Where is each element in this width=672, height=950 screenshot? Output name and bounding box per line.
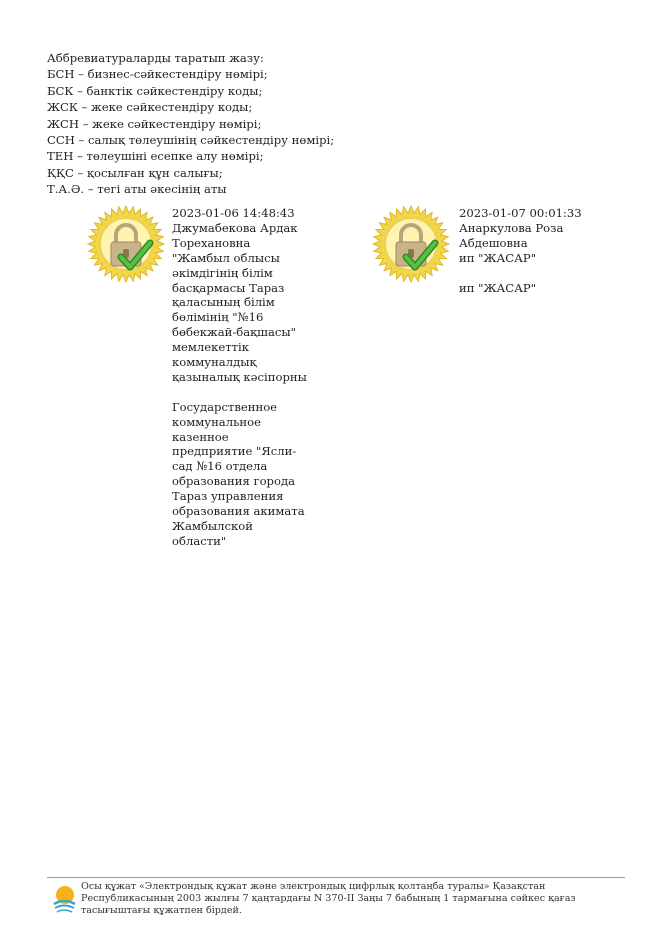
egov-logo-icon xyxy=(51,884,77,914)
organization-ru-line: области" xyxy=(172,533,227,548)
signature-seal-icon xyxy=(372,205,450,283)
footer-divider xyxy=(47,877,625,878)
organization-ru-line: Тараз управления xyxy=(172,489,284,504)
signer-name-line: Абдешовна xyxy=(459,235,528,250)
signature-block-1 xyxy=(172,206,307,549)
abbreviation-line: ЖСК – жеке сәйкестендіру коды; xyxy=(47,100,253,115)
abbreviations-heading: Аббревиатураларды таратып жазу: xyxy=(47,51,264,65)
organization-ru-line: ип "ЖАСАР" xyxy=(459,280,537,295)
signature-datetime: 2023-01-07 00:01:33 xyxy=(459,206,582,220)
organization-kk-line: мемлекеттік xyxy=(172,340,250,355)
organization-kk-line: "Жамбыл облысы xyxy=(172,250,280,265)
footer-line: тасығыштағы құжатпен бірдей. xyxy=(81,905,242,917)
organization-kk-line: коммуналдық xyxy=(172,355,257,370)
signer-name-line: Джумабекова Ардак xyxy=(172,220,298,235)
organization-ru-line: Жамбылской xyxy=(172,519,253,534)
organization-kk-line: қазыналық кәсіпорны xyxy=(172,369,307,384)
footer-line: Республикасының 2003 жылғы 7 қаңтардағы N 370-II Заңы 7 бабының 1 тармағына сәйкес қағаз xyxy=(81,893,576,905)
abbreviation-line: БСК – банктік сәйкестендіру коды; xyxy=(47,83,263,98)
organization-ru-line: коммунальное xyxy=(172,414,261,429)
signer-name-line: Анаркулова Роза xyxy=(459,220,564,235)
organization-kk-line: бөбекжай-бақшасы" xyxy=(172,325,296,340)
organization-kk-line: әкімдігінің білім xyxy=(172,265,273,280)
footer-legal-text xyxy=(81,881,629,918)
signer-name-line: Торехановна xyxy=(172,235,251,250)
organization-kk-line: бөлімінің "№16 xyxy=(172,310,264,325)
organization-kk-line: басқармасы Тараз xyxy=(172,280,285,295)
organization-ru-line: предприятие "Ясли- xyxy=(172,444,297,459)
organization-ru-line: образования города xyxy=(172,474,295,489)
footer-line: Осы құжат «Электрондық құжат және электрондық цифрлық қолтаңба туралы» Қазақстан xyxy=(81,881,546,892)
abbreviations-block xyxy=(47,50,607,198)
abbreviation-line: Т.А.Ә. – тегі аты әкесінің аты xyxy=(47,182,227,197)
organization-ru-line: сад №16 отдела xyxy=(172,459,268,474)
abbreviation-line: ТЕН – төлеушіні есепке алу нөмірі; xyxy=(47,149,264,164)
organization-kk-line: қаласының білім xyxy=(172,295,275,310)
abbreviation-line: БСН – бизнес-сәйкестендіру нөмірі; xyxy=(47,67,268,82)
signature-block-2 xyxy=(459,206,582,295)
abbreviation-line: ЖСН – жеке сәйкестендіру нөмірі; xyxy=(47,116,262,131)
signature-datetime: 2023-01-06 14:48:43 xyxy=(172,206,295,220)
organization-ru-line: казенное xyxy=(172,429,229,444)
organization-ru-line: образования акимата xyxy=(172,504,305,519)
signature-seal-icon xyxy=(87,205,165,283)
abbreviation-line: ССН – салық төлеушінің сәйкестендіру нөмірі; xyxy=(47,133,335,148)
abbreviation-line: ҚҚС – қосылған құн салығы; xyxy=(47,165,223,180)
organization-kk-line: ип "ЖАСАР" xyxy=(459,250,537,265)
organization-ru-line: Государственное xyxy=(172,399,278,414)
